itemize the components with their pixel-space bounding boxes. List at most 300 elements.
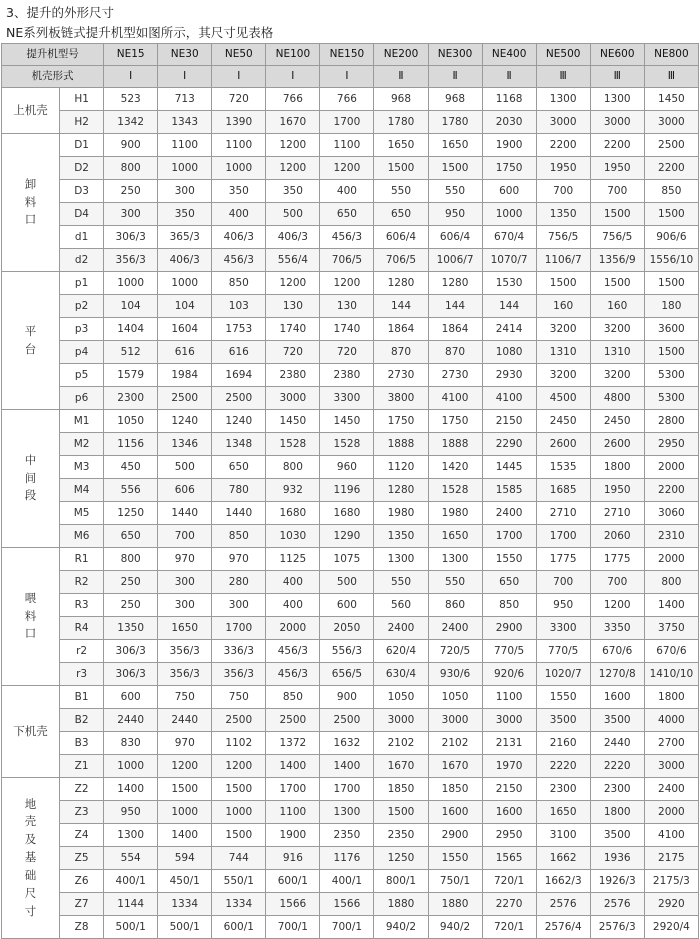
value-cell: 700/1 — [320, 916, 374, 939]
value-cell: 1500 — [644, 272, 698, 295]
value-cell: 2400 — [428, 617, 482, 640]
value-cell: 2350 — [320, 824, 374, 847]
value-cell: 968 — [428, 88, 482, 111]
row-code: p6 — [60, 387, 104, 410]
table-body — [2, 88, 699, 939]
value-cell: 2730 — [374, 364, 428, 387]
table-row — [2, 663, 699, 686]
row-code: M6 — [60, 525, 104, 548]
value-cell: 2150 — [482, 410, 536, 433]
value-cell: 1350 — [374, 525, 428, 548]
group-label-text: 上机壳 — [13, 102, 48, 117]
value-cell: 3000 — [266, 387, 320, 410]
value-cell: 300 — [158, 594, 212, 617]
table-row — [2, 180, 699, 203]
value-cell: 250 — [104, 180, 158, 203]
value-cell: 2700 — [644, 732, 698, 755]
value-cell: 2920 — [644, 893, 698, 916]
value-cell: 1300 — [104, 824, 158, 847]
value-cell: 770/5 — [482, 640, 536, 663]
value-cell: 356/3 — [158, 640, 212, 663]
value-cell: 406/3 — [158, 249, 212, 272]
casing-type-cell: Ⅰ — [158, 66, 212, 88]
value-cell: 850 — [212, 525, 266, 548]
value-cell: 2310 — [644, 525, 698, 548]
value-cell: 630/4 — [374, 663, 428, 686]
value-cell: 2000 — [266, 617, 320, 640]
casing-type-cell: Ⅰ — [212, 66, 266, 88]
value-cell: 1600 — [590, 686, 644, 709]
value-cell: 450/1 — [158, 870, 212, 893]
value-cell: 2500 — [644, 134, 698, 157]
value-cell: 1530 — [482, 272, 536, 295]
value-cell: 600/1 — [212, 916, 266, 939]
value-cell: 1343 — [158, 111, 212, 134]
value-cell: 1936 — [590, 847, 644, 870]
value-cell: 1240 — [158, 410, 212, 433]
value-cell: 1888 — [374, 433, 428, 456]
value-cell: 1400 — [644, 594, 698, 617]
value-cell: 1950 — [536, 157, 590, 180]
row-code: D3 — [60, 180, 104, 203]
value-cell: 1984 — [158, 364, 212, 387]
value-cell: 1528 — [266, 433, 320, 456]
value-cell: 766 — [320, 88, 374, 111]
value-cell: 350 — [266, 180, 320, 203]
group-label-text: 卸料口 — [24, 176, 37, 227]
value-cell: 1670 — [266, 111, 320, 134]
value-cell: 5300 — [644, 387, 698, 410]
value-cell: 950 — [536, 594, 590, 617]
table-row — [2, 617, 699, 640]
value-cell: 2400 — [374, 617, 428, 640]
section-heading: 3、提升的外形尺寸 — [6, 5, 114, 20]
value-cell: 144 — [428, 295, 482, 318]
value-cell: 2300 — [104, 387, 158, 410]
value-cell: 706/5 — [374, 249, 428, 272]
value-cell: 1310 — [590, 341, 644, 364]
value-cell: 1420 — [428, 456, 482, 479]
value-cell: 1700 — [266, 778, 320, 801]
table-row — [2, 870, 699, 893]
row-code: p2 — [60, 295, 104, 318]
value-cell: 523 — [104, 88, 158, 111]
value-cell: 4800 — [590, 387, 644, 410]
value-cell: 2600 — [536, 433, 590, 456]
value-cell: 456/3 — [266, 640, 320, 663]
value-cell: 3300 — [536, 617, 590, 640]
value-cell: 1342 — [104, 111, 158, 134]
value-cell: 1404 — [104, 318, 158, 341]
value-cell: 3200 — [590, 318, 644, 341]
value-cell: 1528 — [428, 479, 482, 502]
value-cell: 1440 — [212, 502, 266, 525]
table-row — [2, 686, 699, 709]
value-cell: 1000 — [158, 157, 212, 180]
value-cell: 1400 — [320, 755, 374, 778]
value-cell: 1030 — [266, 525, 320, 548]
value-cell: 1740 — [266, 318, 320, 341]
value-cell: 280 — [212, 571, 266, 594]
value-cell: 1926/3 — [590, 870, 644, 893]
group-label-text: 平台 — [24, 323, 37, 356]
value-cell: 2440 — [104, 709, 158, 732]
value-cell: 830 — [104, 732, 158, 755]
row-code: Z4 — [60, 824, 104, 847]
value-cell: 400 — [266, 571, 320, 594]
value-cell: 104 — [158, 295, 212, 318]
value-cell: 940/2 — [374, 916, 428, 939]
row-code: r2 — [60, 640, 104, 663]
value-cell: 1100 — [158, 134, 212, 157]
group-label-text: 中间段 — [24, 452, 37, 503]
value-cell: 2600 — [590, 433, 644, 456]
value-cell: 500 — [158, 456, 212, 479]
value-cell: 720/1 — [482, 916, 536, 939]
model-label: 提升机型号 — [2, 44, 104, 66]
value-cell: 1100 — [320, 134, 374, 157]
value-cell: 600 — [104, 686, 158, 709]
value-cell: 1000 — [158, 801, 212, 824]
value-cell: 750 — [158, 686, 212, 709]
value-cell: 1750 — [428, 410, 482, 433]
value-cell: 1000 — [158, 272, 212, 295]
value-cell: 300 — [212, 594, 266, 617]
value-cell: 1400 — [158, 824, 212, 847]
value-cell: 1200 — [266, 134, 320, 157]
value-cell: 2030 — [482, 111, 536, 134]
value-cell: 850 — [482, 594, 536, 617]
table-row — [2, 548, 699, 571]
casing-type-cell: Ⅱ — [482, 66, 536, 88]
value-cell: 2400 — [644, 778, 698, 801]
table-row — [2, 318, 699, 341]
row-code: H1 — [60, 88, 104, 111]
value-cell: 1680 — [320, 502, 374, 525]
row-code: R2 — [60, 571, 104, 594]
value-cell: 2102 — [428, 732, 482, 755]
value-cell: 1300 — [428, 548, 482, 571]
value-cell: 2414 — [482, 318, 536, 341]
value-cell: 1390 — [212, 111, 266, 134]
value-cell: 870 — [428, 341, 482, 364]
row-code: p4 — [60, 341, 104, 364]
value-cell: 700 — [590, 571, 644, 594]
value-cell: 2440 — [590, 732, 644, 755]
value-cell: 1348 — [212, 433, 266, 456]
value-cell: 1650 — [428, 525, 482, 548]
value-cell: 104 — [104, 295, 158, 318]
row-code: R3 — [60, 594, 104, 617]
value-cell: 2270 — [482, 893, 536, 916]
value-cell: 300 — [158, 571, 212, 594]
value-cell: 1050 — [374, 686, 428, 709]
value-cell: 770/5 — [536, 640, 590, 663]
value-cell: 606/4 — [374, 226, 428, 249]
row-code: M4 — [60, 479, 104, 502]
value-cell: 1445 — [482, 456, 536, 479]
value-cell: 1000 — [212, 157, 266, 180]
value-cell: 1410/10 — [644, 663, 698, 686]
value-cell: 2380 — [320, 364, 374, 387]
value-cell: 2300 — [536, 778, 590, 801]
table-row — [2, 111, 699, 134]
value-cell: 1372 — [266, 732, 320, 755]
value-cell: 1300 — [374, 548, 428, 571]
row-code: B2 — [60, 709, 104, 732]
table-row — [2, 341, 699, 364]
table-row — [2, 295, 699, 318]
value-cell: 1168 — [482, 88, 536, 111]
model-header-cell: NE300 — [428, 44, 482, 66]
value-cell: 2900 — [482, 617, 536, 640]
casing-type-cell: Ⅰ — [320, 66, 374, 88]
value-cell: 2102 — [374, 732, 428, 755]
value-cell: 1528 — [320, 433, 374, 456]
value-cell: 750 — [212, 686, 266, 709]
value-cell: 1500 — [212, 778, 266, 801]
value-cell: 850 — [266, 686, 320, 709]
value-cell: 1650 — [158, 617, 212, 640]
value-cell: 1662 — [536, 847, 590, 870]
value-cell: 670/6 — [590, 640, 644, 663]
value-cell: 3800 — [374, 387, 428, 410]
value-cell: 1500 — [374, 801, 428, 824]
row-code: R1 — [60, 548, 104, 571]
value-cell: 1670 — [374, 755, 428, 778]
model-header-cell: NE200 — [374, 44, 428, 66]
value-cell: 456/3 — [320, 226, 374, 249]
value-cell: 1334 — [212, 893, 266, 916]
value-cell: 1350 — [104, 617, 158, 640]
value-cell: 1556/10 — [644, 249, 698, 272]
value-cell: 1500 — [158, 778, 212, 801]
value-cell: 850 — [212, 272, 266, 295]
value-cell: 1750 — [482, 157, 536, 180]
table-row — [2, 778, 699, 801]
value-cell: 1650 — [536, 801, 590, 824]
value-cell: 1632 — [320, 732, 374, 755]
value-cell: 4000 — [644, 709, 698, 732]
value-cell: 1310 — [536, 341, 590, 364]
value-cell: 1350 — [536, 203, 590, 226]
row-code: Z5 — [60, 847, 104, 870]
row-code: p5 — [60, 364, 104, 387]
value-cell: 1550 — [482, 548, 536, 571]
value-cell: 1500 — [644, 203, 698, 226]
value-cell: 2950 — [482, 824, 536, 847]
value-cell: 1850 — [428, 778, 482, 801]
value-cell: 2220 — [536, 755, 590, 778]
value-cell: 2500 — [266, 709, 320, 732]
model-header-cell: NE800 — [644, 44, 698, 66]
value-cell: 3000 — [536, 111, 590, 134]
row-code: R4 — [60, 617, 104, 640]
table-row — [2, 456, 699, 479]
value-cell: 1346 — [158, 433, 212, 456]
value-cell: 1000 — [104, 272, 158, 295]
table-row — [2, 847, 699, 870]
row-code: Z2 — [60, 778, 104, 801]
value-cell: 300 — [158, 180, 212, 203]
value-cell: 1700 — [320, 111, 374, 134]
value-cell: 2500 — [212, 709, 266, 732]
table-row — [2, 157, 699, 180]
value-cell: 800/1 — [374, 870, 428, 893]
value-cell: 2175/3 — [644, 870, 698, 893]
value-cell: 906/6 — [644, 226, 698, 249]
value-cell: 556/3 — [320, 640, 374, 663]
value-cell: 1280 — [428, 272, 482, 295]
value-cell: 550/1 — [212, 870, 266, 893]
value-cell: 1662/3 — [536, 870, 590, 893]
value-cell: 4100 — [428, 387, 482, 410]
table-row — [2, 410, 699, 433]
value-cell: 550 — [374, 180, 428, 203]
value-cell: 2576/4 — [536, 916, 590, 939]
table-row — [2, 755, 699, 778]
value-cell: 1775 — [590, 548, 644, 571]
value-cell: 860 — [428, 594, 482, 617]
row-code: M3 — [60, 456, 104, 479]
value-cell: 3200 — [590, 364, 644, 387]
value-cell: 720/1 — [482, 870, 536, 893]
value-cell: 650 — [212, 456, 266, 479]
value-cell: 3060 — [644, 502, 698, 525]
value-cell: 1970 — [482, 755, 536, 778]
value-cell: 356/3 — [212, 663, 266, 686]
value-cell: 1125 — [266, 548, 320, 571]
group-label-text: 下机壳 — [13, 723, 48, 738]
value-cell: 2730 — [428, 364, 482, 387]
value-cell: 970 — [158, 732, 212, 755]
casing-type-cell: Ⅱ — [428, 66, 482, 88]
model-header-cell: NE500 — [536, 44, 590, 66]
value-cell: 1270/8 — [590, 663, 644, 686]
value-cell: 2576 — [536, 893, 590, 916]
value-cell: 1144 — [104, 893, 158, 916]
value-cell: 1500 — [212, 824, 266, 847]
value-cell: 1400 — [104, 778, 158, 801]
value-cell: 756/5 — [590, 226, 644, 249]
value-cell: 1565 — [482, 847, 536, 870]
value-cell: 1700 — [212, 617, 266, 640]
value-cell: 350 — [212, 180, 266, 203]
value-cell: 650 — [320, 203, 374, 226]
value-cell: 2920/4 — [644, 916, 698, 939]
value-cell: 1500 — [590, 203, 644, 226]
value-cell: 3200 — [536, 364, 590, 387]
value-cell: 1550 — [536, 686, 590, 709]
value-cell: 970 — [158, 548, 212, 571]
value-cell: 2800 — [644, 410, 698, 433]
table-row — [2, 272, 699, 295]
model-header-cell: NE150 — [320, 44, 374, 66]
value-cell: 800 — [266, 456, 320, 479]
value-cell: 1334 — [158, 893, 212, 916]
row-code: B3 — [60, 732, 104, 755]
value-cell: 1888 — [428, 433, 482, 456]
value-cell: 1500 — [536, 272, 590, 295]
value-cell: 2000 — [644, 801, 698, 824]
group-label — [2, 134, 60, 272]
value-cell: 700 — [536, 180, 590, 203]
value-cell: 1450 — [644, 88, 698, 111]
value-cell: 1800 — [644, 686, 698, 709]
value-cell: 744 — [212, 847, 266, 870]
value-cell: 2576 — [590, 893, 644, 916]
value-cell: 300 — [104, 203, 158, 226]
group-label — [2, 410, 60, 548]
value-cell: 900 — [320, 686, 374, 709]
value-cell: 1290 — [320, 525, 374, 548]
value-cell: 1780 — [428, 111, 482, 134]
value-cell: 130 — [320, 295, 374, 318]
value-cell: 554 — [104, 847, 158, 870]
value-cell: 616 — [158, 341, 212, 364]
value-cell: 1585 — [482, 479, 536, 502]
value-cell: 720 — [320, 341, 374, 364]
value-cell: 250 — [104, 594, 158, 617]
value-cell: 1080 — [482, 341, 536, 364]
value-cell: 2576/3 — [590, 916, 644, 939]
value-cell: 756/5 — [536, 226, 590, 249]
value-cell: 1280 — [374, 479, 428, 502]
value-cell: 2200 — [536, 134, 590, 157]
casing-type-cell: Ⅰ — [104, 66, 158, 88]
value-cell: 1450 — [266, 410, 320, 433]
model-header-cell: NE15 — [104, 44, 158, 66]
row-code: d1 — [60, 226, 104, 249]
value-cell: 600/1 — [266, 870, 320, 893]
row-code: p1 — [60, 272, 104, 295]
value-cell: 1000 — [104, 755, 158, 778]
value-cell: 1600 — [428, 801, 482, 824]
value-cell: 306/3 — [104, 226, 158, 249]
value-cell: 1000 — [212, 801, 266, 824]
value-cell: 1950 — [590, 157, 644, 180]
value-cell: 800 — [104, 157, 158, 180]
row-code: M2 — [60, 433, 104, 456]
row-code: H2 — [60, 111, 104, 134]
value-cell: 336/3 — [212, 640, 266, 663]
row-code: D1 — [60, 134, 104, 157]
value-cell: 1440 — [158, 502, 212, 525]
group-label-text: 喂料口 — [24, 590, 37, 641]
value-cell: 1200 — [320, 157, 374, 180]
value-cell: 700 — [590, 180, 644, 203]
value-cell: 1100 — [482, 686, 536, 709]
group-label — [2, 88, 60, 134]
value-cell: 1200 — [590, 594, 644, 617]
table-row — [2, 249, 699, 272]
casing-type-row — [2, 66, 699, 88]
value-cell: 960 — [320, 456, 374, 479]
value-cell: 456/3 — [266, 663, 320, 686]
value-cell: 1700 — [536, 525, 590, 548]
value-cell: 2450 — [536, 410, 590, 433]
table-row — [2, 502, 699, 525]
model-header-cell: NE30 — [158, 44, 212, 66]
value-cell: 1120 — [374, 456, 428, 479]
value-cell: 950 — [428, 203, 482, 226]
value-cell: 2050 — [320, 617, 374, 640]
value-cell: 1500 — [644, 341, 698, 364]
value-cell: 512 — [104, 341, 158, 364]
value-cell: 2500 — [320, 709, 374, 732]
casing-type-cell: Ⅰ — [266, 66, 320, 88]
value-cell: 2300 — [590, 778, 644, 801]
